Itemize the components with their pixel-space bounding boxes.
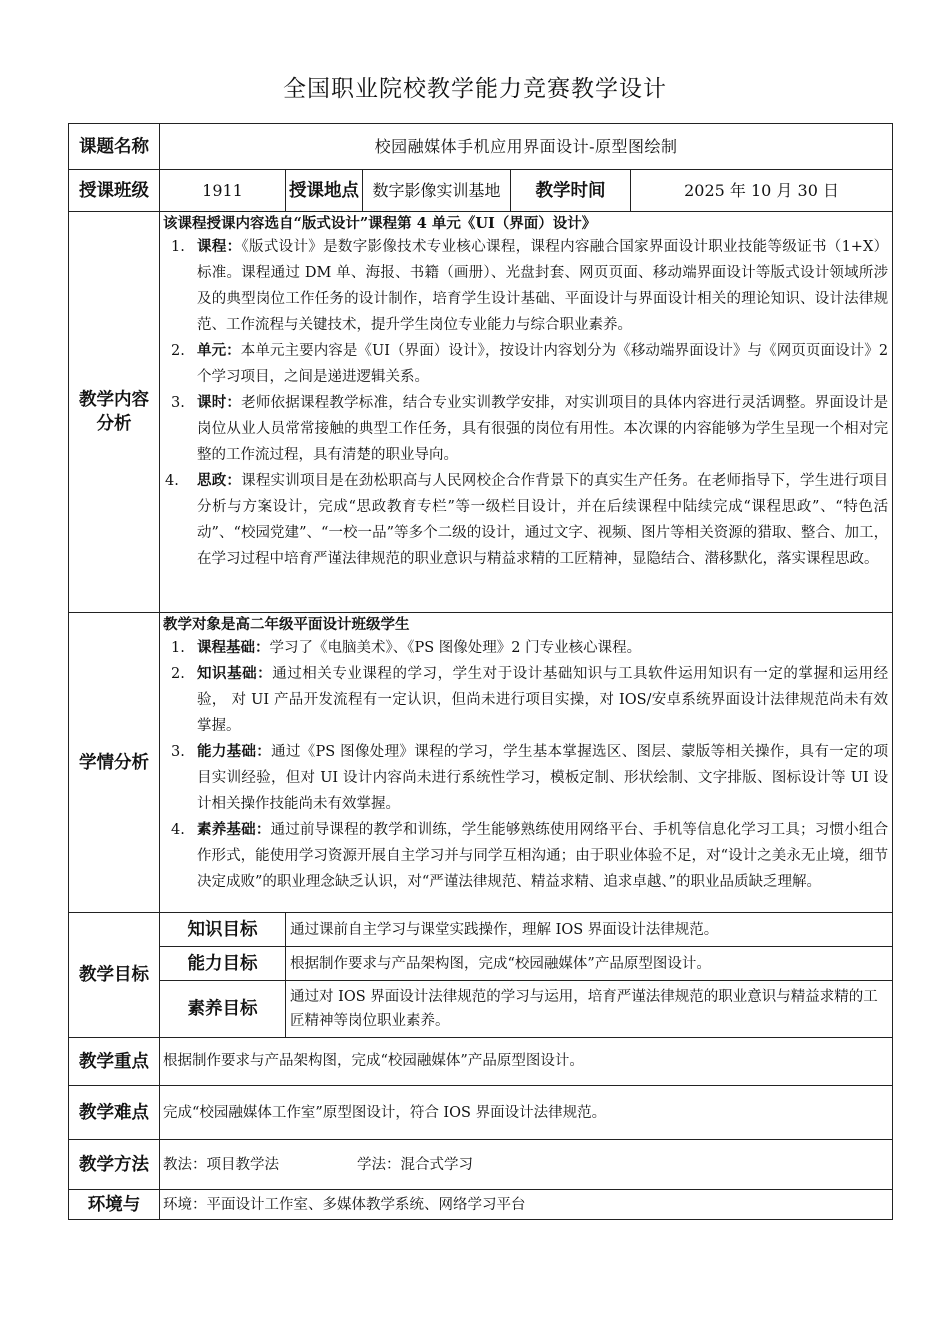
goal-text: 通过对 IOS 界面设计法律规范的学习与运用，培育严谨法律规范的职业意识与精益求精的工匠精神等岗位职业素养。 — [286, 981, 893, 1038]
methods-cell — [160, 1140, 893, 1190]
info-row — [69, 170, 893, 212]
goal-name: 素养目标 — [160, 981, 286, 1038]
learner-analysis-list — [163, 635, 890, 895]
learner-analysis-cell — [160, 613, 893, 913]
class-value: 1911 — [160, 170, 286, 212]
place-value: 数字影像实训基地 — [363, 170, 511, 212]
list-item: 3. 课时：老师依据课程教学标准，结合专业实训教学安排，对实训项目的具体内容进行灵活调整。界面设计是岗位从业人员常常接触的典型工作任务，具有很强的岗位有用性。本次课的内容能够为学生呈现一个相对完整的工作流过程，具有清楚的职业导向。 — [171, 394, 889, 463]
difficulties-text: 完成“校园融媒体工作室”原型图设计，符合 IOS 界面设计法律规范。 — [160, 1086, 893, 1140]
list-item: 3. 能力基础：通过《PS 图像处理》课程的学习，学生基本掌握选区、图层、蒙版等相关操作，具有一定的项目实训经验，但对 UI 设计内容尚未进行系统性学习，模板定制、形状绘制、文字排版、图标设计等 UI 设计相关操作技能尚未有效掌握。 — [171, 743, 889, 812]
methods-row — [69, 1140, 893, 1190]
difficulties-label: 教学难点 — [69, 1086, 160, 1140]
environment-row — [69, 1190, 893, 1220]
learner-analysis-label: 学情分析 — [69, 613, 160, 913]
content-analysis-heading: 该课程授课内容选自“版式设计”课程第 4 单元《UI（界面）设计》 — [163, 215, 597, 232]
goal-name: 知识目标 — [160, 913, 286, 947]
key-points-text: 根据制作要求与产品架构图，完成“校园融媒体”产品原型图设计。 — [160, 1038, 893, 1086]
key-points-row — [69, 1038, 893, 1086]
key-points-label: 教学重点 — [69, 1038, 160, 1086]
methods-label: 教学方法 — [69, 1140, 160, 1190]
environment-label: 环境与 — [69, 1190, 160, 1220]
time-label: 教学时间 — [511, 170, 631, 212]
course-label: 课题名称 — [69, 124, 160, 170]
page-title: 全国职业院校教学能力竞赛教学设计 — [283, 76, 667, 102]
goals-label: 教学目标 — [69, 913, 160, 1038]
goal-name: 能力目标 — [160, 947, 286, 981]
learn-method: 学法：混合式学习 — [357, 1156, 473, 1173]
goal-row-literacy — [69, 981, 893, 1038]
course-title: 校园融媒体手机应用界面设计-原型图绘制 — [160, 124, 893, 170]
goal-text: 通过课前自主学习与课堂实践操作，理解 IOS 界面设计法律规范。 — [286, 913, 893, 947]
content-analysis-label: 教学内容分析 — [69, 212, 160, 613]
list-item: 4. 素养基础：通过前导课程的教学和训练，学生能够熟练使用网络平台、手机等信息化学习工具；习惯小组合作形式，能使用学习资源开展自主学习并与同学互相沟通；由于职业体验不足，对“设计之美永无止境，细节决定成败”的职业理念缺乏认识，对“严谨法律规范、精益求精、追求卓越、”的职业品质缺乏理解。 — [171, 821, 889, 890]
learner-analysis-heading: 教学对象是高二年级平面设计班级学生 — [163, 616, 410, 633]
list-item: 4. 思政：课程实训项目是在劲松职高与人民网校企合作背景下的真实生产任务。在老师指导下，学生进行项目分析与方案设计，完成“思政教育专栏”等一级栏目设计，并在后续课程中陆续完成“课程思政”、“特色活动”、“校园党建”、“一校一品”等多个二级的设计，通过文字、视频、图片等相关资源的猎取、整合、加工，在学习过程中培育严谨法律规范的职业意识与精益求精的工匠精神，显隐结合、潜移默化，落实课程思政。 — [165, 472, 889, 567]
list-item: 1. 课程基础：学习了《电脑美术》、《PS 图像处理》2 门专业核心课程。 — [171, 639, 642, 656]
time-value: 2025 年 10 月 30 日 — [631, 170, 893, 212]
goal-row-knowledge — [69, 913, 893, 947]
content-analysis-row — [69, 212, 893, 613]
difficulties-row — [69, 1086, 893, 1140]
learner-analysis-row — [69, 613, 893, 913]
teach-method: 教法：项目教学法 — [163, 1156, 279, 1173]
class-label: 授课班级 — [69, 170, 160, 212]
place-label: 授课地点 — [286, 170, 363, 212]
goal-row-ability — [69, 947, 893, 981]
list-item: 2. 单元：本单元主要内容是《UI（界面）设计》，按设计内容划分为《移动端界面设计》与《网页页面设计》2 个学习项目，之间是递进逻辑关系。 — [171, 342, 889, 385]
list-item: 2. 知识基础：通过相关专业课程的学习，学生对于设计基础知识与工具软件运用知识有一定的掌握和运用经验， 对 UI 产品开发流程有一定认识，但尚未进行项目实操，对 IOS/安卓系统界面设计法律规范尚未有效掌握。 — [171, 665, 889, 734]
course-row — [69, 124, 893, 170]
goal-text: 根据制作要求与产品架构图，完成“校园融媒体”产品原型图设计。 — [286, 947, 893, 981]
lesson-plan-table — [68, 123, 893, 1220]
content-analysis-cell — [160, 212, 893, 613]
content-analysis-list — [163, 234, 890, 572]
list-item: 1. 课程：《版式设计》是数字影像技术专业核心课程，课程内容融合国家界面设计职业技能等级证书（1+X）标准。课程通过 DM 单、海报、书籍（画册）、光盘封套、网页页面、移动端界面设计等版式设计领域所涉及的典型岗位工作任务的设计制作，培育学生设计基础、平面设计与界面设计相关的理论知识、设计法律规范、工作流程与关键技术，提升学生岗位专业能力与综合职业素养。 — [171, 238, 889, 333]
environment-text: 环境：平面设计工作室、多媒体教学系统、网络学习平台 — [160, 1190, 893, 1220]
